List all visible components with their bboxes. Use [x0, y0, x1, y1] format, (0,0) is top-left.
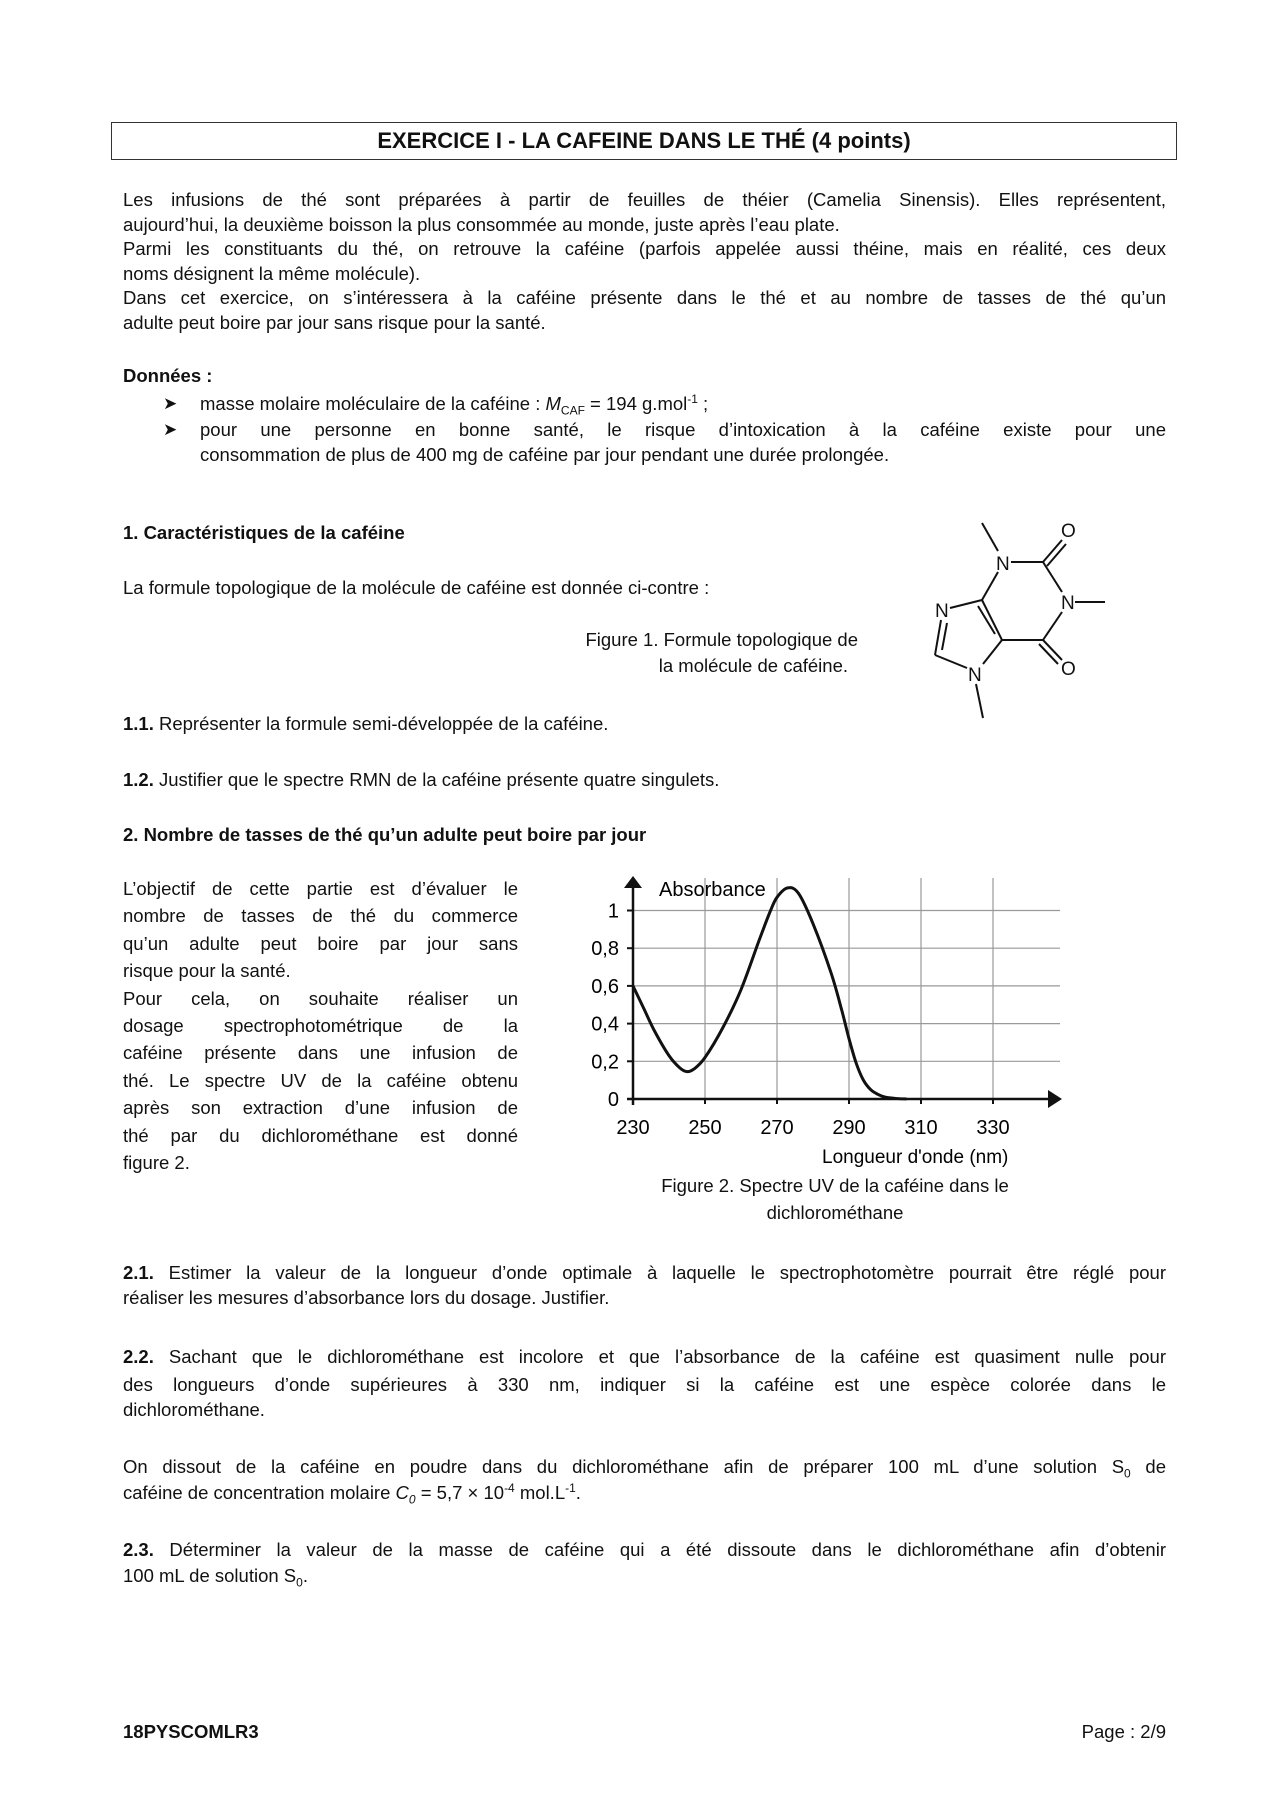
- dissolution-text: On dissout de la caféine en poudre dans du dichlorométhane afin de préparer 100 mL d’une solution $S_0$ de: [123, 1456, 1167, 1481]
- intro-line: thé par du dichlorométhane est donné: [123, 1124, 518, 1146]
- figure2-caption-line: dichlorométhane: [766, 1201, 904, 1223]
- intro-line: Pour cela, on souhaite réaliser un: [123, 987, 518, 1009]
- x-tick-label: 250: [688, 1117, 722, 1139]
- spectrum-line: [633, 888, 907, 1099]
- bullet-text: consommation de plus de 400 mg de caféine par jour pendant une durée prolongée.: [200, 443, 890, 465]
- intro-line: nombre de tasses de thé du commerce: [123, 905, 518, 927]
- question-2-2-cont: dichlorométhane.: [123, 1399, 265, 1420]
- y-tick-label: 0,2: [591, 1051, 619, 1074]
- atom-n: N: [1061, 593, 1075, 614]
- intro-line: Parmi les constituants du thé, on retrouve la caféine (parfois appelée aussi théine, mais en réalité, ces deux: [123, 238, 1166, 260]
- question-2-1-cont: réaliser les mesures d’absorbance lors du dosage. Justifier.: [123, 1286, 610, 1308]
- atom-o: O: [1061, 659, 1076, 680]
- x-axis-arrow-icon: [1048, 1090, 1062, 1108]
- y-tick-label: 1: [607, 900, 619, 923]
- intro-line: après son extraction d’une infusion de: [123, 1097, 518, 1119]
- intro-line: caféine présente dans une infusion de: [123, 1042, 518, 1064]
- question-1-1: 1.1. Représenter la formule semi-développée de la caféine.: [123, 713, 609, 734]
- x-axis-label: Longueur d'onde (nm): [822, 1147, 1009, 1168]
- document-code: 18PYSCOMLR3: [123, 1721, 259, 1742]
- donnees-heading: Données :: [123, 365, 213, 386]
- bullet-text: masse molaire moléculaire de la caféine : $M_{CAF} = 194$ g.mol$^{-1}$ ;: [200, 391, 709, 418]
- y-tick-label: 0,6: [591, 975, 619, 998]
- figure1-caption-line: Figure 1. Formule topologique de: [585, 629, 858, 650]
- intro-line: dosage spectrophotométrique de la: [123, 1014, 518, 1036]
- dissolution-text: caféine de concentration molaire $C_0 = 5,7 \times 10^{-4}$ $mol.L^{-1}$.: [123, 1480, 581, 1507]
- atom-n: N: [935, 601, 949, 622]
- section1-heading: 1. Caractéristiques de la caféine: [123, 522, 405, 543]
- intro-line: L’objectif de cette partie est d’évaluer le: [123, 878, 518, 899]
- x-tick-label: 270: [760, 1117, 794, 1139]
- intro-line: Dans cet exercice, on s’intéressera à la caféine présente dans le thé et au nombre de tasses de thé qu’un: [123, 287, 1166, 309]
- x-tick-label: 290: [832, 1117, 866, 1139]
- intro-line: noms désignent la même molécule).: [123, 262, 421, 284]
- intro-line: Les infusions de thé sont préparées à partir de feuilles de théier (Camelia Sinensis). Elles représentent,: [123, 189, 1166, 210]
- section2-heading: 2. Nombre de tasses de thé qu’un adulte peut boire par jour: [123, 824, 647, 845]
- arrowhead-bullet-icon: ➤: [163, 420, 178, 439]
- x-tick-label: 230: [616, 1117, 650, 1139]
- section1-text: La formule topologique de la molécule de caféine est donnée ci-contre :: [123, 577, 710, 598]
- intro-line: risque pour la santé.: [123, 960, 291, 982]
- figure2-caption: [610, 1173, 1060, 1226]
- bullet-text: pour une personne en bonne santé, le risque d’intoxication à la caféine existe pour une: [200, 419, 1166, 440]
- figure1-caption-line: la molécule de caféine.: [658, 655, 848, 676]
- intro-line: aujourd’hui, la deuxième boisson la plus consommée au monde, juste après l’eau plate.: [123, 213, 840, 235]
- question-2-3: 2.3. Déterminer la valeur de la masse de caféine qui a été dissoute dans le dichlorométhane afin d’obtenir: [123, 1539, 1166, 1560]
- question-2-2: 2.2. Sachant que le dichlorométhane est incolore et que l’absorbance de la caféine est quasiment nulle pour: [123, 1346, 1166, 1367]
- exercise-title: EXERCICE I - LA CAFEINE DANS LE THÉ (4 points): [111, 122, 1177, 160]
- y-tick-label: 0,8: [591, 938, 619, 961]
- intro-line: thé. Le spectre UV de la caféine obtenu: [123, 1069, 518, 1091]
- question-1-2: 1.2. Justifier que le spectre RMN de la caféine présente quatre singulets.: [123, 769, 720, 790]
- question-2-2-cont: des longueurs d’onde supérieures à 330 nm, indiquer si la caféine est une espèce colorée dans le: [123, 1373, 1166, 1395]
- arrowhead-bullet-icon: ➤: [163, 394, 178, 413]
- y-tick-label: 0: [607, 1089, 619, 1111]
- x-tick-label: 330: [976, 1117, 1010, 1139]
- intro-line: adulte peut boire par jour sans risque pour la santé.: [123, 311, 546, 333]
- page-number: Page : 2/9: [1081, 1721, 1166, 1742]
- intro-line: figure 2.: [123, 1151, 190, 1173]
- y-axis-arrow-icon: [624, 876, 642, 888]
- y-tick-label: 0,4: [591, 1013, 619, 1036]
- y-axis-label: Absorbance: [659, 879, 766, 901]
- atom-n: N: [996, 554, 1010, 575]
- intro-line: qu’un adulte peut boire par jour sans: [123, 932, 518, 954]
- question-2-1: 2.1. Estimer la valeur de la longueur d’onde optimale à laquelle le spectrophotomètre pourrait être réglé pour: [123, 1262, 1166, 1283]
- atom-n: N: [968, 665, 982, 686]
- question-2-3-cont: 100 mL de solution $S_0$.: [123, 1564, 308, 1590]
- atom-o: O: [1061, 521, 1076, 542]
- figure2-caption-line: Figure 2. Spectre UV de la caféine dans le: [661, 1175, 1009, 1196]
- x-tick-label: 310: [904, 1117, 938, 1139]
